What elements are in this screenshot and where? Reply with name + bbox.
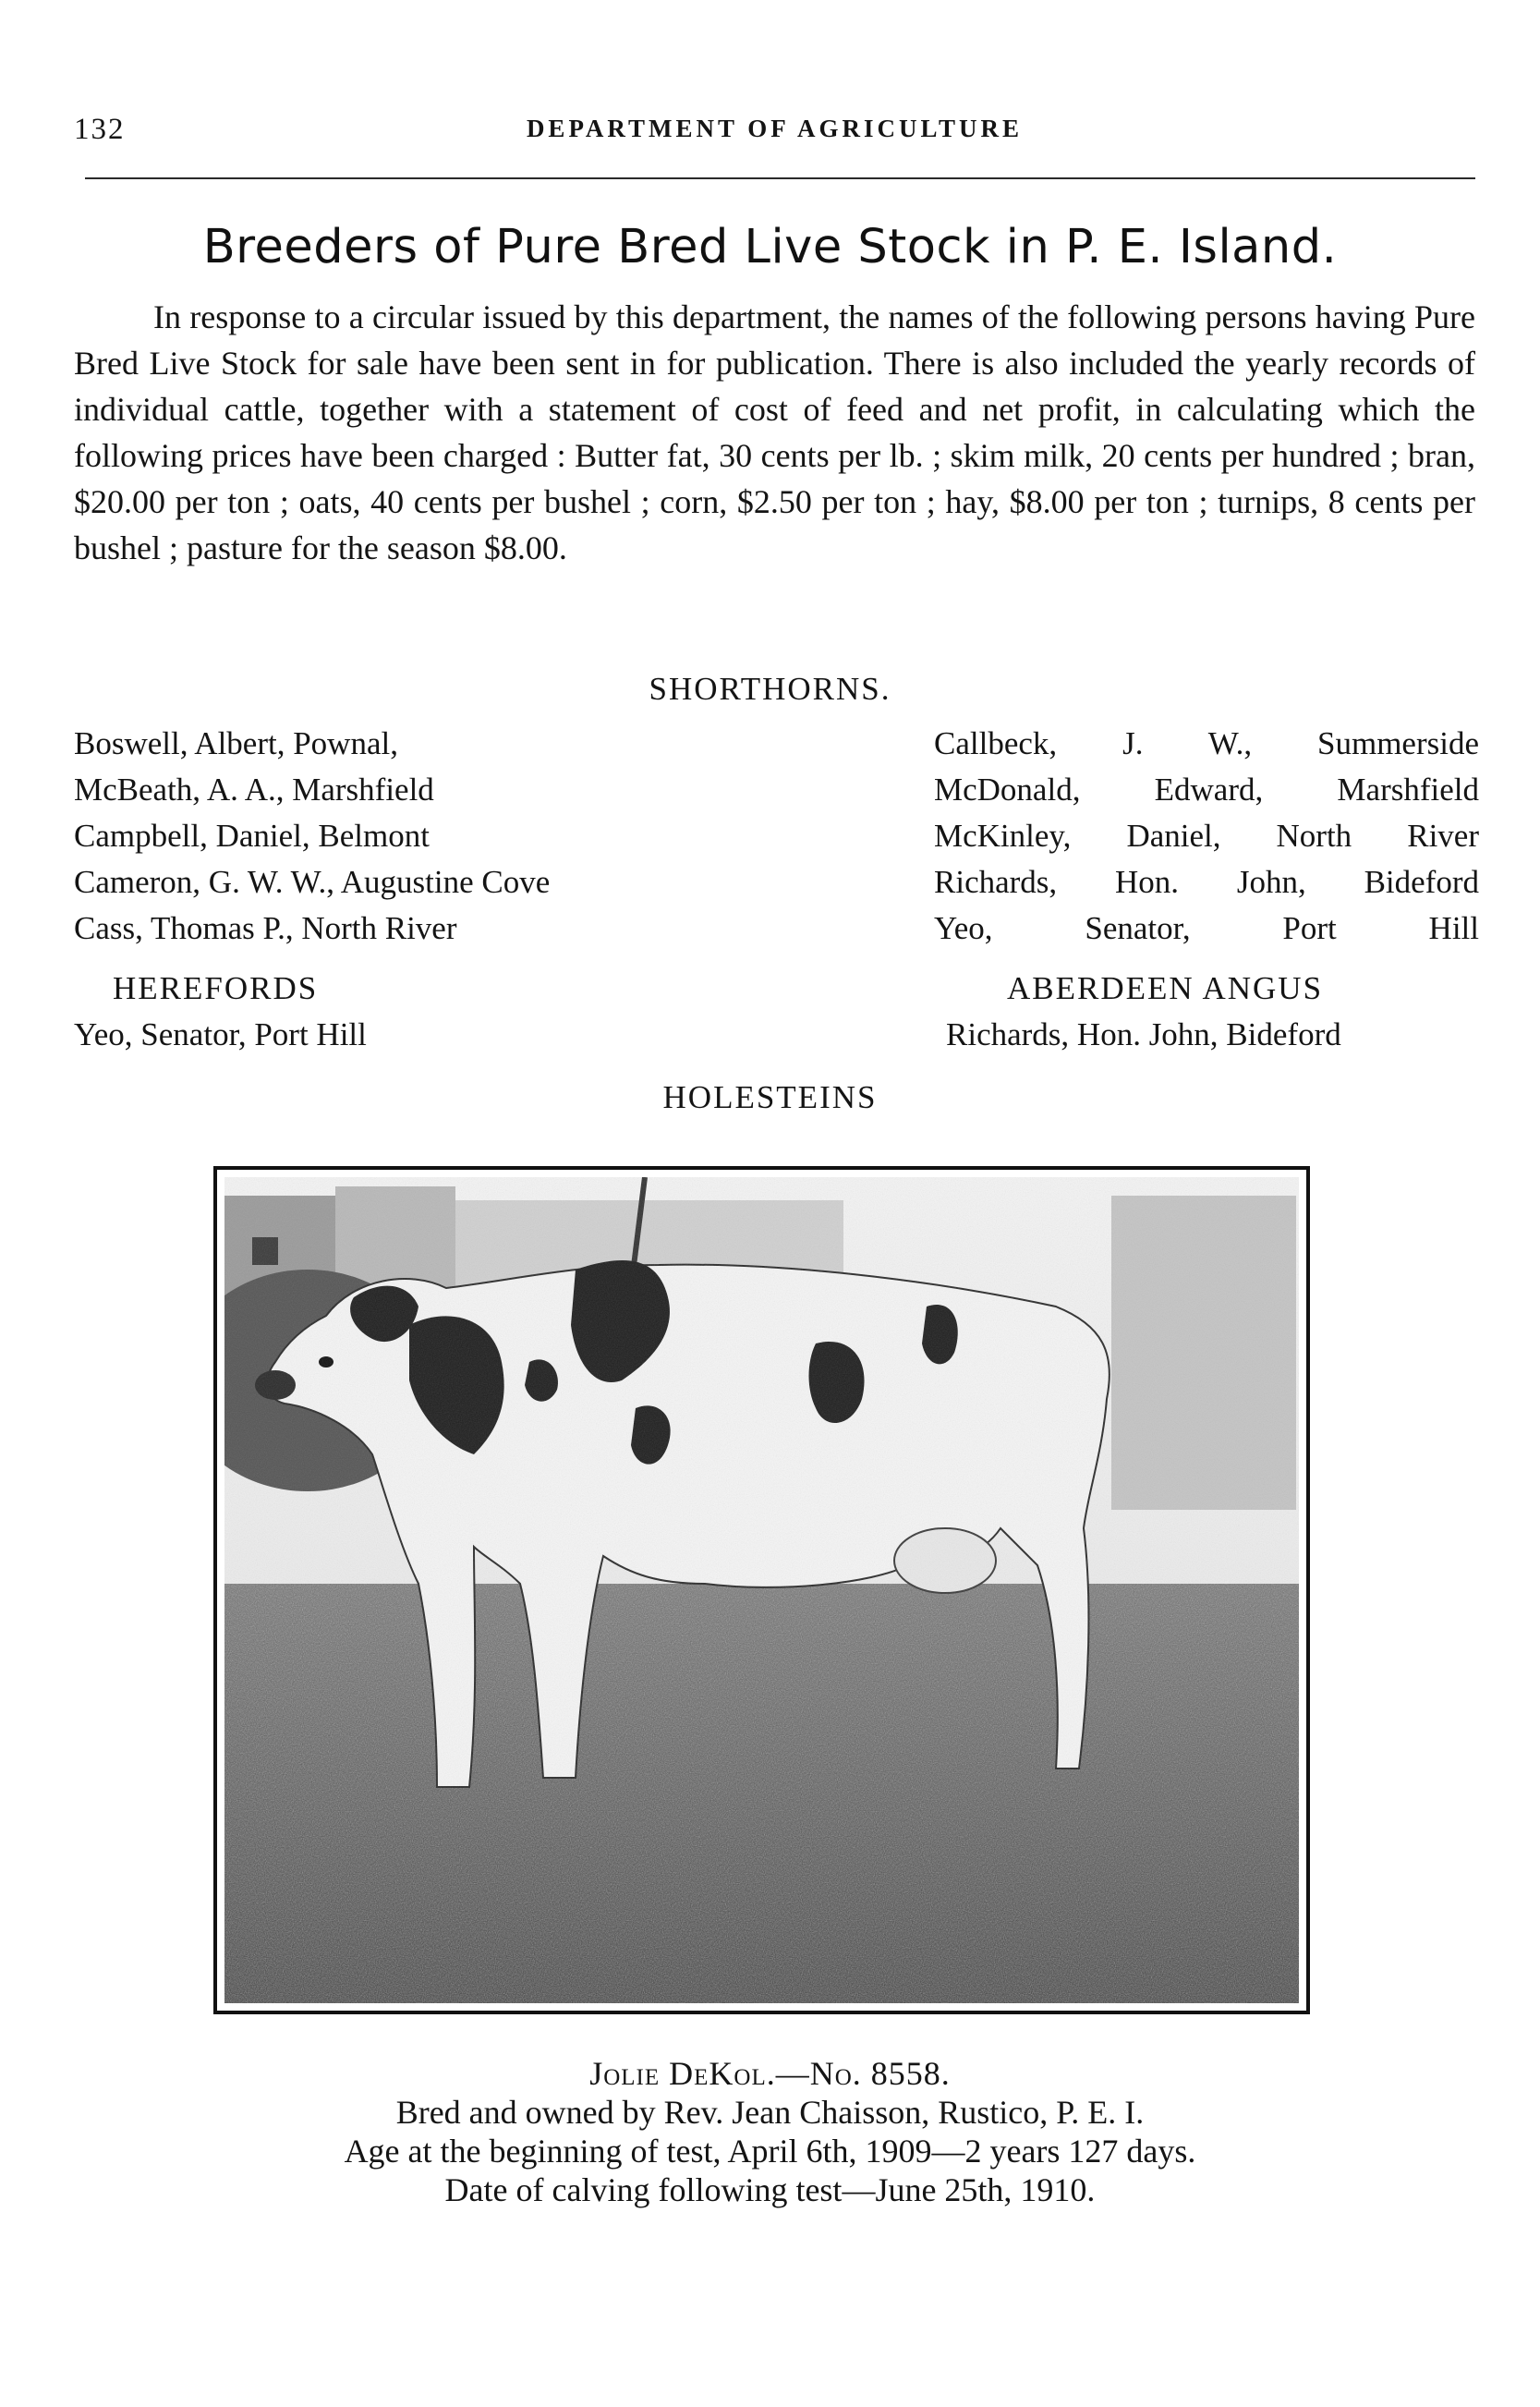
- breeder-entry: McKinley, Daniel, North River: [934, 818, 1479, 854]
- herefords-entry: Yeo, Senator, Port Hill: [74, 1016, 367, 1052]
- breeder-entry: Cass, Thomas P., North River: [74, 910, 457, 946]
- breeder-entry: Cameron, G. W. W., Augustine Cove: [74, 864, 551, 900]
- breeder-entry: McBeath, A. A., Marshfield: [74, 772, 434, 808]
- running-title: DEPARTMENT OF AGRICULTURE: [526, 115, 1024, 142]
- shorthorns-list-left: [74, 721, 550, 952]
- breeder-entry: Callbeck, J. W., Summerside: [934, 725, 1479, 761]
- aberdeen-angus-heading: ABERDEEN ANGUS: [1007, 970, 1324, 1006]
- page-number: 132: [74, 113, 126, 146]
- caption-cow-name: Jolie DeKol.—No. 8558.: [589, 2055, 951, 2092]
- caption-age: Age at the beginning of test, April 6th, 1909—2 years 127 days.: [344, 2133, 1196, 2170]
- running-head: [74, 113, 1475, 159]
- breeder-entry: Campbell, Daniel, Belmont: [74, 818, 430, 854]
- page-title: Breeders of Pure Bred Live Stock in P. E. Island.: [202, 220, 1338, 274]
- photo-grain: [224, 1177, 1299, 2003]
- breeder-entry: McDonald, Edward, Marshfield: [934, 772, 1479, 808]
- herefords-heading: HEREFORDS: [113, 970, 319, 1006]
- breeder-entry: Richards, Hon. John, Bideford: [934, 864, 1479, 900]
- intro-paragraph: In response to a circular issued by this department, the names of the following persons having Pure Bred Live Stock for sale have been sent in for publication. There is also included the yearly records of individual cattle, together with a statement of cost of feed and net profit, in calculating which the following prices have been charged : Butter fat, 30 cents per lb. ; skim milk, 20 cents per hundred ; bran, $20.00 per ton ; oats, 40 cents per bushel ; corn, $2.50 per ton ; hay, $8.00 per ton ; turnips, 8 cents per bushel ; pasture for the season $8.00.: [74, 298, 1475, 566]
- caption-breeder: Bred and owned by Rev. Jean Chaisson, Rustico, P. E. I.: [395, 2094, 1145, 2131]
- aberdeen-angus-entry: Richards, Hon. John, Bideford: [946, 1016, 1341, 1052]
- header-rule: [85, 177, 1475, 179]
- shorthorns-list-right: [934, 721, 1479, 952]
- cow-photo-frame: [213, 1166, 1310, 2014]
- breeder-entry: Yeo, Senator, Port Hill: [934, 910, 1479, 946]
- holstein-cow-photo: [224, 1177, 1299, 2003]
- breeder-entry: Boswell, Albert, Pownal,: [74, 725, 398, 761]
- caption-calving: Date of calving following test—June 25th, 1910.: [444, 2171, 1096, 2208]
- holsteins-heading: HOLESTEINS: [662, 1079, 878, 1115]
- shorthorns-heading: SHORTHORNS.: [649, 671, 891, 707]
